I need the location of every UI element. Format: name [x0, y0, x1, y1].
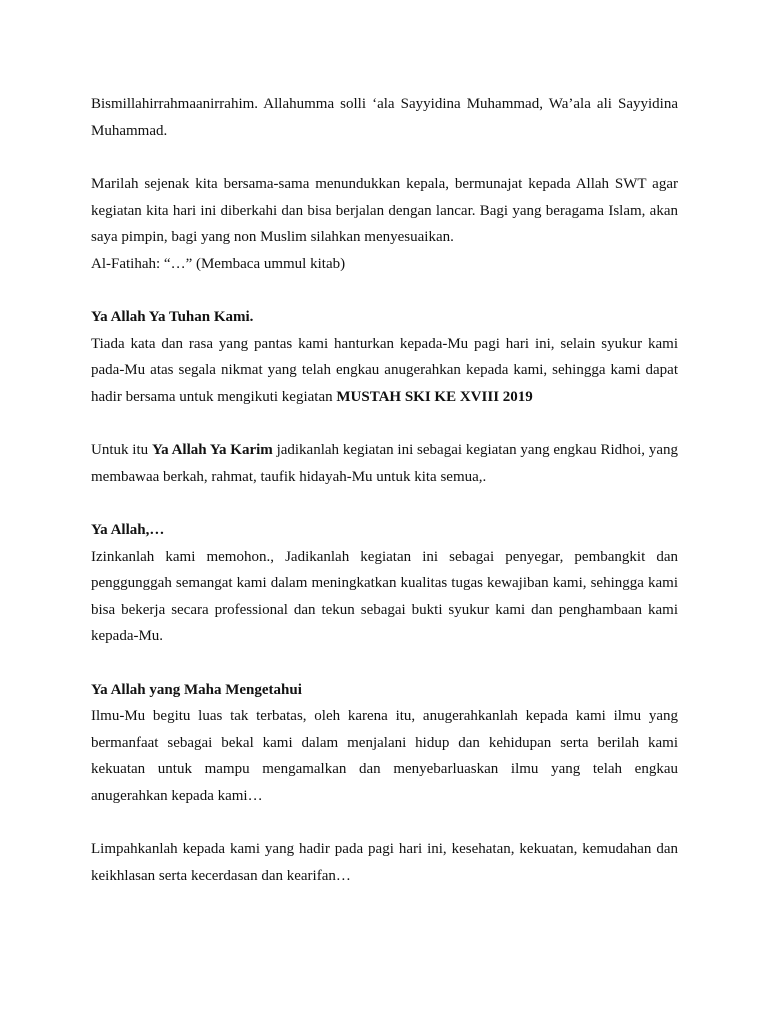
section2-body: jadikanlah kegiatan ini sebagai kegiatan yang engkau Ridhoi, yang membawaa berkah, rahmat, taufik hidayah-Mu untuk kita semua,.: [91, 442, 679, 485]
section2-prefix: Untuk itu: [91, 442, 149, 458]
section1-paragraph: [91, 331, 678, 411]
invitation-paragraph: Marilah sejenak kita bersama-sama menundukkan kepala, bermunajat kepada Allah SWT agar kegiatan kita hari ini diberkahi dan bisa berjalan dengan lancar. Bagi yang beragama Islam, akan saya pimpin, bagi yang non Muslim silahkan menyesuaikan.: [91, 176, 678, 245]
section4-heading: Ya Allah yang Maha Mengetahui: [91, 681, 302, 698]
section1-body: Tiada kata dan rasa yang pantas kami hanturkan kepada-Mu pagi hari ini, selain syukur kami pada-Mu atas segala nikmat yang telah engkau anugerahkan kepada kami, sehingga kami dapat hadir bersama untuk mengikuti kegiatan: [91, 335, 678, 405]
section2-paragraph: [91, 437, 678, 490]
section2-emphasis: Ya Allah Ya Karim: [151, 442, 273, 458]
section3-heading: Ya Allah,…: [91, 522, 165, 538]
fatihah-line: Al-Fatihah: “…” (Membaca ummul kitab): [91, 255, 346, 272]
section3-paragraph: Izinkanlah kami memohon., Jadikanlah kegiatan ini sebagai penyegar, pembangkit dan penggunggah semangat kami dalam meningkatkan kualitas tugas kewajiban kami, sehingga kami bisa bekerja secara professional dan tekun sebagai bukti syukur kami dan penghambaan kami kepada-Mu.: [91, 548, 678, 644]
section1-heading: Ya Allah Ya Tuhan Kami.: [91, 309, 254, 325]
event-name: MUSTAH SKI KE XVIII 2019: [336, 388, 533, 405]
section5-paragraph: Limpahkanlah kepada kami yang hadir pada pagi hari ini, kesehatan, kekuatan, kemudahan dan keikhlasan serta kecerdasan dan kearifan…: [91, 841, 678, 884]
section4-paragraph: Ilmu-Mu begitu luas tak terbatas, oleh karena itu, anugerahkanlah kepada kami ilmu yang bermanfaat sebagai bekal kami dalam menjalani hidup dan kehidupan serta berilah kami kekuatan untuk mampu mengamalkan dan menyebarluaskan ilmu yang telah engkau anugerahkan kepada kami…: [91, 708, 678, 804]
opening-paragraph: Bismillahirrahmaanirrahim. Allahumma solli ‘ala Sayyidina Muhammad, Wa’ala ali Sayyidina Muhammad.: [91, 96, 678, 139]
